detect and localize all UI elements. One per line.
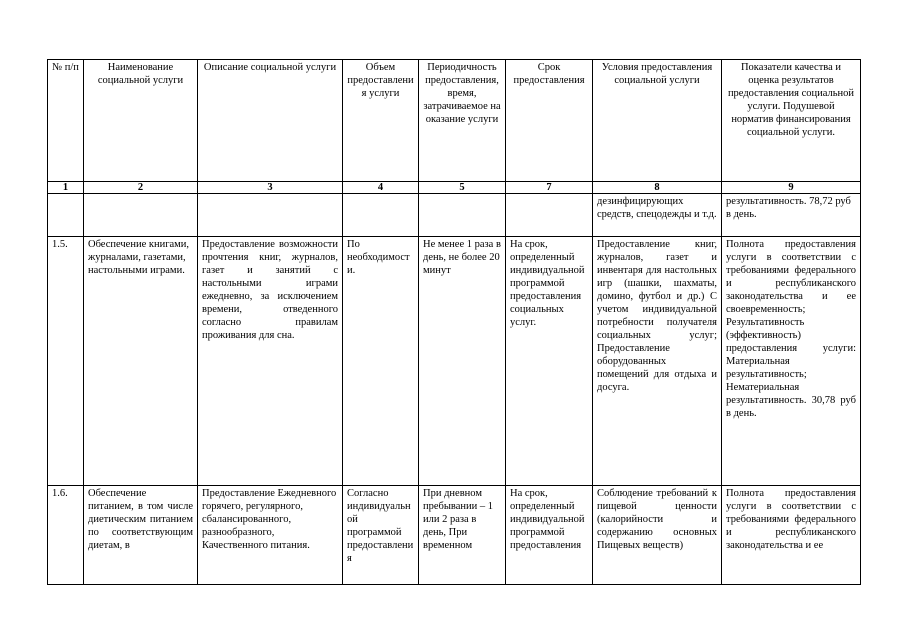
column-number: 4 <box>343 182 419 194</box>
row-number: 1.6. <box>48 486 84 585</box>
row-number: 1.5. <box>48 237 84 486</box>
column-number: 5 <box>419 182 506 194</box>
service-volume: По необходимости. <box>343 237 419 486</box>
column-number: 9 <box>722 182 861 194</box>
service-description: Предоставление возможности прочтения книг, журналов, газет и занятий с настольными играми ежедневно, за исключением времени, отведенного согласно правилам проживания для сна. <box>198 237 343 486</box>
table-row <box>48 237 861 486</box>
service-periodicity: Не менее 1 раза в день, не более 20 минут <box>419 237 506 486</box>
table-cell: результативность. 78,72 руб в день. <box>722 194 861 237</box>
service-quality: Полнота предоставления услуги в соответствии с требованиями федерального и республиканского законодательства и ее <box>722 486 861 585</box>
header-cell: Срок предоставления <box>506 60 593 182</box>
table-cell <box>84 194 198 237</box>
header-cell: Периодичность предоставления, время, затрачиваемое на оказание услуги <box>419 60 506 182</box>
table-cell <box>48 194 84 237</box>
header-cell: Условия предоставления социальной услуги <box>593 60 722 182</box>
header-cell: Описание социальной услуги <box>198 60 343 182</box>
column-number: 8 <box>593 182 722 194</box>
table-row <box>48 486 861 585</box>
service-volume: Согласно индивидуальной программой предоставления <box>343 486 419 585</box>
table-cell: дезинфицирующих средств, спецодежды и т.д. <box>593 194 722 237</box>
service-conditions: Предоставление книг, журналов, газет и инвентаря для настольных игр (шашки, шахматы, домино, футбол и др.) С учетом индивидуальной потребности получателя социальных услуг; Предоставление оборудованных помещений для отдыха и досуга. <box>593 237 722 486</box>
service-periodicity: При дневном пребывании – 1 или 2 раза в день, При временном <box>419 486 506 585</box>
column-number-row <box>48 182 861 194</box>
header-cell: Наименование социальной услуги <box>84 60 198 182</box>
table-cell <box>419 194 506 237</box>
table-cell <box>506 194 593 237</box>
service-description: Предоставление Ежедневного горячего, регулярного, сбалансированного, разнообразного, Качественного питания. <box>198 486 343 585</box>
service-quality: Полнота предоставления услуги в соответствии с требованиями федерального и республиканского законодательства и ее своевременность; Результативность (эффективность) предоставления услуги: Материальная результативность; Нематериальная результативность. 30,78 руб в день. <box>722 237 861 486</box>
header-row <box>48 60 861 182</box>
header-cell: № п/п <box>48 60 84 182</box>
service-name: Обеспечение питанием, в том числе диетическим питанием по соответствующим диетам, в <box>84 486 198 585</box>
service-term: На срок, определенный индивидуальной программой предоставления социальных услуг. <box>506 237 593 486</box>
table-cell <box>343 194 419 237</box>
column-number: 3 <box>198 182 343 194</box>
table-cell <box>198 194 343 237</box>
column-number: 7 <box>506 182 593 194</box>
column-number: 1 <box>48 182 84 194</box>
services-table <box>47 59 861 585</box>
service-term: На срок, определенный индивидуальной программой предоставления <box>506 486 593 585</box>
column-number: 2 <box>84 182 198 194</box>
service-name: Обеспечение книгами, журналами, газетами, настольными играми. <box>84 237 198 486</box>
service-conditions: Соблюдение требований к пищевой ценности (калорийности и содержанию основных Пищевых веществ) <box>593 486 722 585</box>
header-cell: Показатели качества и оценка результатов предоставления социальной услуги. Подушевой норматив финансирования социальной услуги. <box>722 60 861 182</box>
continuation-row <box>48 194 861 237</box>
header-cell: Объем предоставления услуги <box>343 60 419 182</box>
